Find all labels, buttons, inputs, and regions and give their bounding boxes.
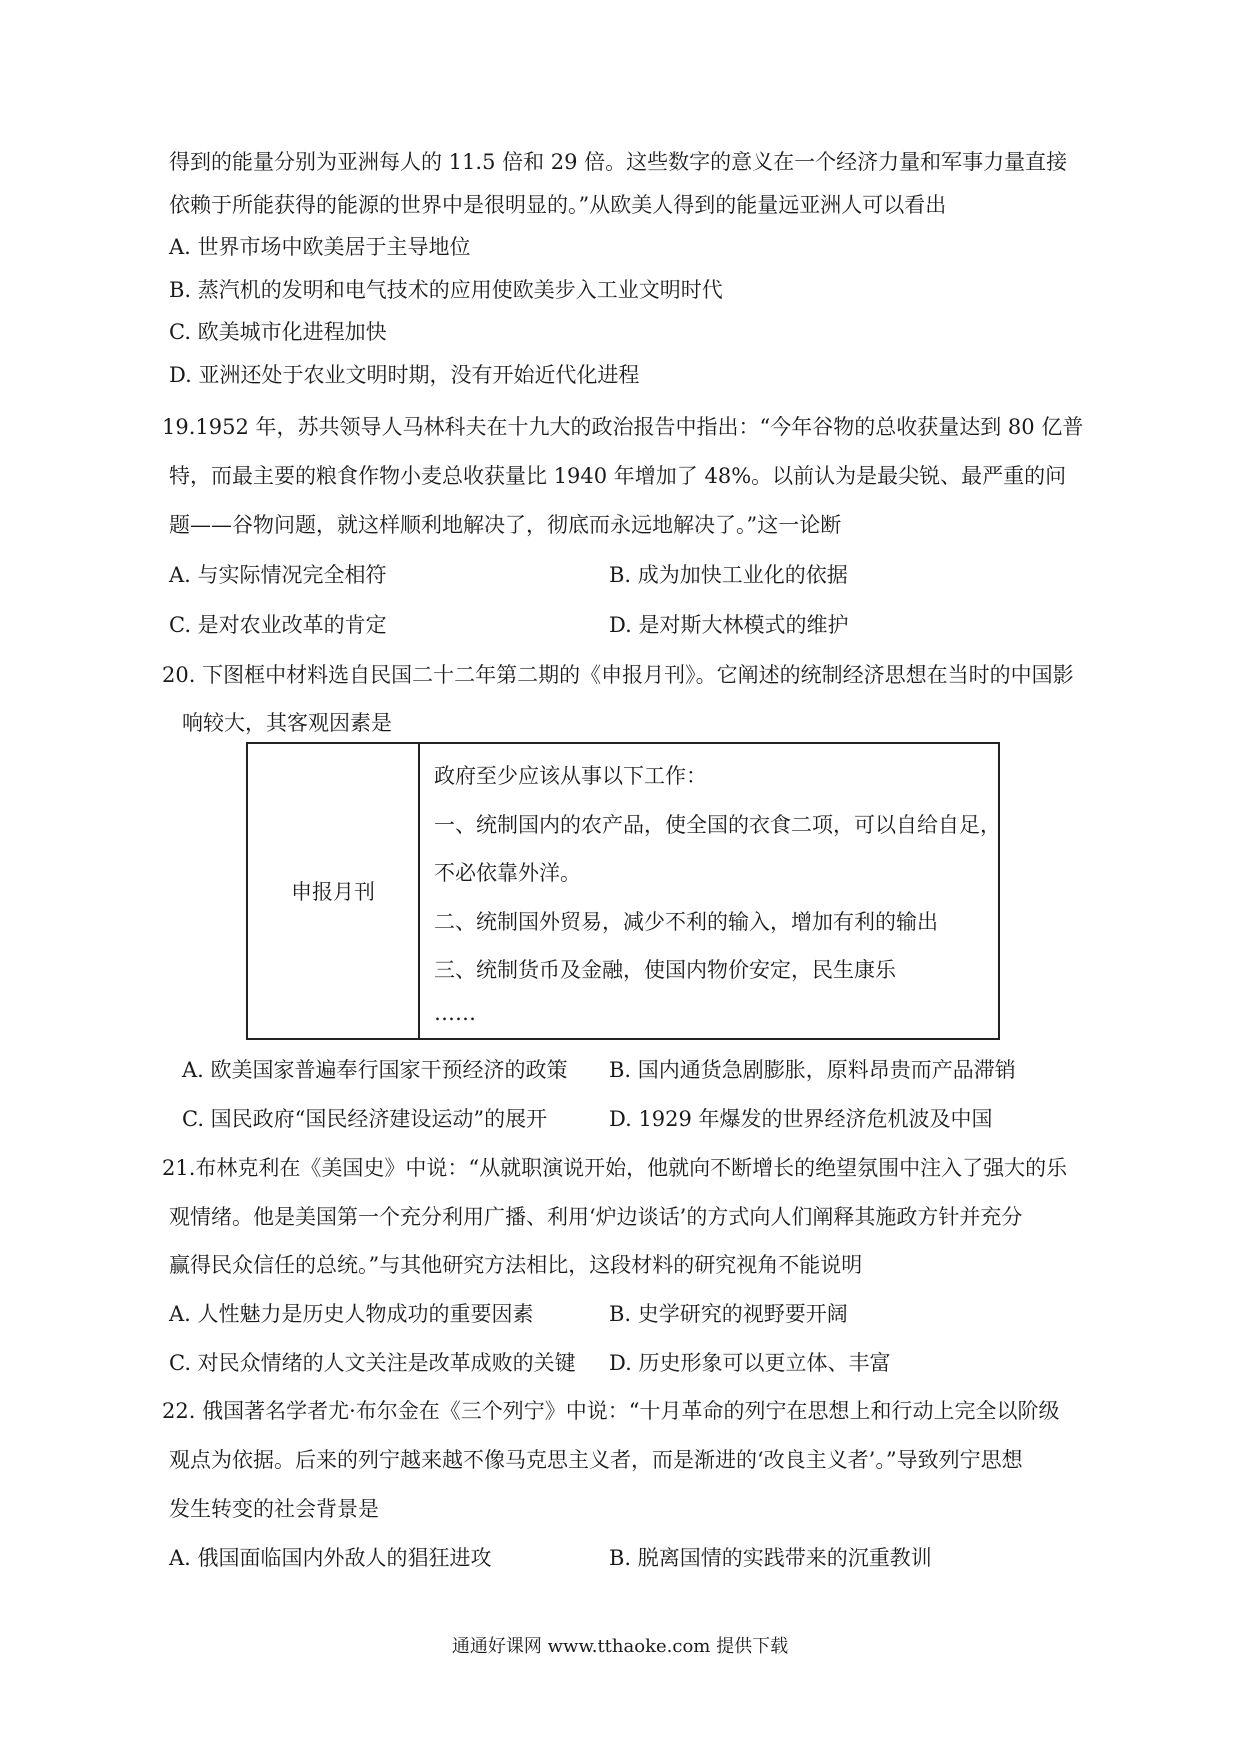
q19-option-a: A. 与实际情况完全相符 [169,563,387,587]
q18-option-b: B. 蒸汽机的发明和电气技术的应用使欧美步入工业文明时代 [169,278,723,302]
q21-option-b: B. 史学研究的视野要开阔 [609,1302,848,1326]
q19-stem-line-3: 题——谷物问题，就这样顺利地解决了，彻底而永远地解决了。”这一论断 [169,513,842,537]
q18-stem-line-1: 得到的能量分别为亚洲每人的 11.5 倍和 29 倍。这些数字的意义在一个经济力量和军事力量直接 [169,150,1068,174]
q19-stem-line-1: 19.1952 年，苏共领导人马林科夫在十九大的政治报告中指出：“今年谷物的总收获量达到 80 亿普 [162,415,1084,439]
q20-table-line-1: 政府至少应该从事以下工作： [434,764,707,788]
q22-stem-line-2: 观点为依据。后来的列宁越来越不像马克思主义者，而是渐进的‘改良主义者’。”导致列宁思想 [169,1448,1023,1472]
page-footer: 通通好课网 www.tthaoke.com 提供下载 [451,1636,789,1657]
q19-option-c: C. 是对农业改革的肯定 [169,613,387,637]
q22-stem-line-1: 22. 俄国著名学者尤·布尔金在《三个列宁》中说：“十月革命的列宁在思想上和行动上完全以阶级 [162,1399,1060,1423]
q20-table-line-5: 三、统制货币及金融，使国内物价安定，民生康乐 [434,958,896,982]
q20-table-line-4: 二、统制国外贸易，减少不利的输入，增加有利的输出 [434,910,938,934]
q22-option-a: A. 俄国面临国内外敌人的猖狂进攻 [169,1546,492,1570]
q20-table-source [248,744,420,1038]
q18-option-a: A. 世界市场中欧美居于主导地位 [169,235,471,259]
q20-table-source-label: 申报月刊 [291,880,375,904]
q22-option-b: B. 脱离国情的实践带来的沉重教训 [609,1546,932,1570]
q18-stem-line-2: 依赖于所能获得的能源的世界中是很明显的。”从欧美人得到的能量远亚洲人可以看出 [169,193,947,217]
q20-option-c: C. 国民政府“国民经济建设运动”的展开 [182,1107,548,1131]
q22-stem-line-3: 发生转变的社会背景是 [169,1497,379,1521]
q21-option-c: C. 对民众情绪的人文关注是改革成败的关键 [169,1351,576,1375]
q21-stem-line-3: 赢得民众信任的总统。”与其他研究方法相比，这段材料的研究视角不能说明 [169,1253,863,1277]
q20-table-line-3: 不必依靠外洋。 [434,861,581,885]
q20-table-line-2: 一、统制国内的农产品，使全国的衣食二项，可以自给自足， [434,813,1001,837]
q21-option-d: D. 历史形象可以更立体、丰富 [609,1351,891,1375]
q20-table-content [420,744,1001,1038]
q20-stem-line-2: 响较大，其客观因素是 [182,711,392,735]
q18-option-d: D. 亚洲还处于农业文明时期，没有开始近代化进程 [169,363,640,387]
q19-option-d: D. 是对斯大林模式的维护 [609,613,849,637]
q20-material-table [246,742,1000,1040]
q21-stem-line-2: 观情绪。他是美国第一个充分利用广播、利用‘炉边谈话’的方式向人们阐释其施政方针并充分 [169,1205,1023,1229]
q19-option-b: B. 成为加快工业化的依据 [609,563,848,587]
q20-table-line-6: …… [434,1001,476,1025]
q21-stem-line-1: 21.布林克利在《美国史》中说：“从就职演说开始，他就向不断增长的绝望氛围中注入了强大的乐 [162,1156,1068,1180]
q21-option-a: A. 人性魅力是历史人物成功的重要因素 [169,1302,534,1326]
q20-stem-line-1: 20. 下图框中材料选自民国二十二年第二期的《申报月刊》。它阐述的统制经济思想在当时的中国影 [162,663,1074,687]
q18-option-c: C. 欧美城市化进程加快 [169,320,387,344]
q19-stem-line-2: 特，而最主要的粮食作物小麦总收获量比 1940 年增加了 48%。以前认为是最尖锐、最严重的问 [169,464,1067,488]
q20-option-d: D. 1929 年爆发的世界经济危机波及中国 [609,1107,993,1131]
q20-option-a: A. 欧美国家普遍奉行国家干预经济的政策 [182,1058,568,1082]
q20-option-b: B. 国内通货急剧膨胀，原料昂贵而产品滞销 [609,1058,1016,1082]
